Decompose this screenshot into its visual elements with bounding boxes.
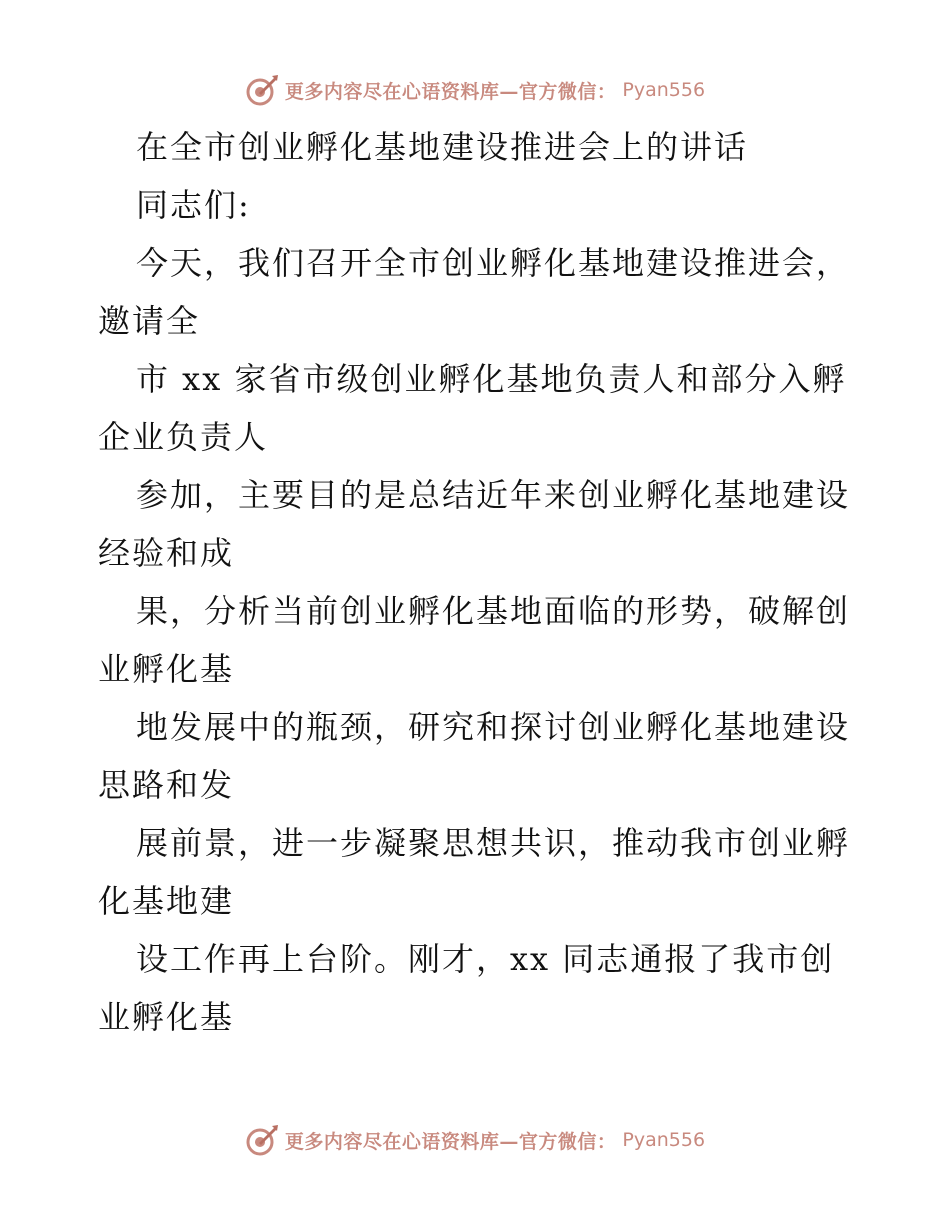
quill-pen-logo-icon [245,1123,279,1157]
paragraph-line: 企业负责人 [98,418,269,456]
paragraph-line: 地发展中的瓶颈，研究和探讨创业孵化基地建设 [136,708,851,746]
paragraph-line: 今天，我们召开全市创业孵化基地建设推进会， [136,244,851,282]
watermark-text: 更多内容尽在心语资料库—官方微信： [284,80,617,103]
watermark-wechat-id: Pyan556 [622,79,706,101]
document-title: 在全市创业孵化基地建设推进会上的讲话 [136,128,749,166]
paragraph-line: 化基地建 [98,882,235,920]
greeting: 同志们: [136,186,251,224]
paragraph-line: 业孵化基 [98,650,235,688]
watermark-text: 更多内容尽在心语资料库—官方微信： [284,1130,617,1153]
paragraph-line: 参加，主要目的是总结近年来创业孵化基地建设 [136,476,851,514]
paragraph-line: 邀请全 [98,302,201,340]
document-body [98,118,858,1046]
paragraph-line: 展前景，进一步凝聚思想共识，推动我市创业孵 [136,824,851,862]
paragraph-line: 业孵化基 [98,998,235,1036]
paragraph-line: 市 xx 家省市级创业孵化基地负责人和部分入孵 [136,360,847,398]
footer-watermark [0,1120,950,1160]
paragraph-line: 果，分析当前创业孵化基地面临的形势，破解创 [136,592,851,630]
paragraph-line: 经验和成 [98,534,235,572]
quill-pen-logo-icon [245,73,279,107]
header-watermark [0,70,950,110]
paragraph-line: 设工作再上台阶。刚才，xx 同志通报了我市创 [136,940,835,978]
paragraph-line: 思路和发 [98,766,235,804]
watermark-wechat-id: Pyan556 [622,1129,706,1151]
